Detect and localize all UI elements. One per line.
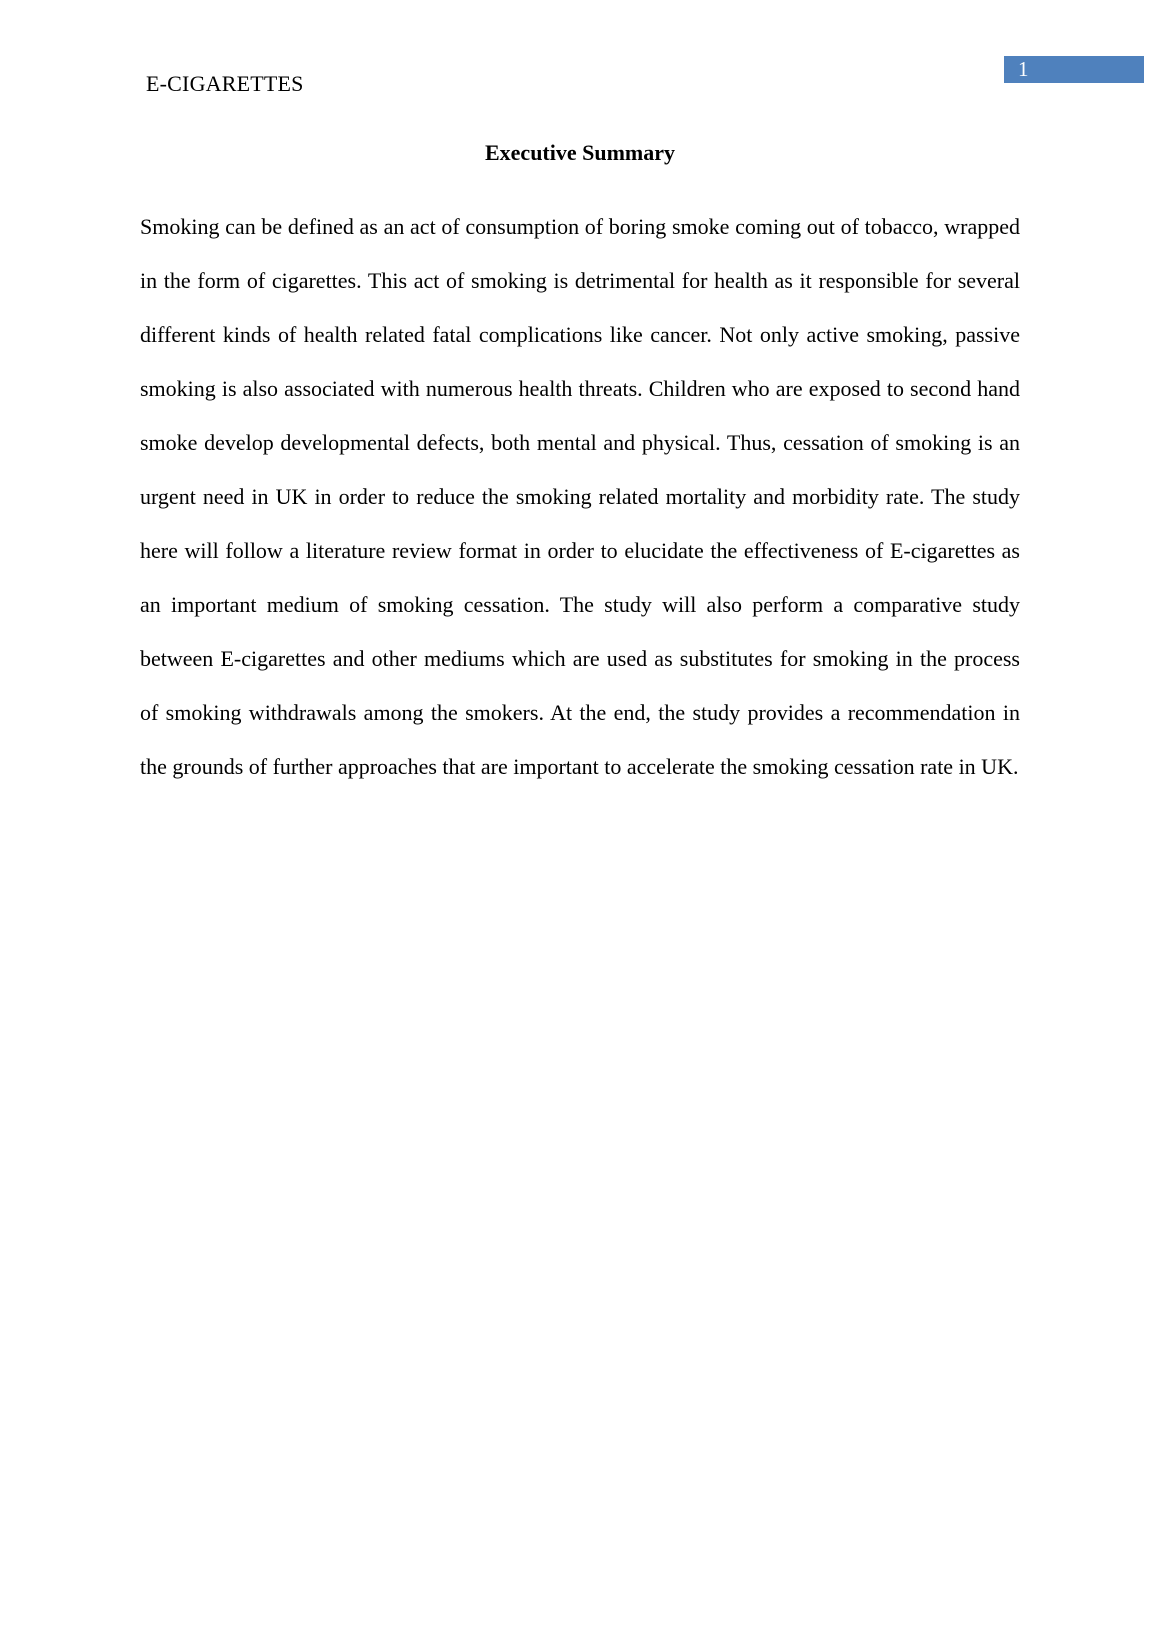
section-title: Executive Summary	[484, 140, 676, 165]
page-number-badge	[1004, 56, 1144, 83]
summary-paragraph: Smoking can be defined as an act of consumption of boring smoke coming out of tobacco, wrapped in the form of cigarettes. This act of smoking is detrimental for health as it responsible for several different kinds of health related fatal complications like cancer. Not only active smoking, passive smoking is also associated with numerous health threats. Children who are exposed to second hand smoke develop developmental defects, both mental and physical. Thus, cessation of smoking is an urgent need in UK in order to reduce the smoking related mortality and morbidity rate. The study here will follow a literature review format in order to elucidate the effectiveness of E-cigarettes as an important medium of smoking cessation. The study will also perform a comparative study between E-cigarettes and other mediums which are used as substitutes for smoking in the process of smoking withdrawals among the smokers. At the end, the study provides a recommendation in the grounds of further approaches that are important to accelerate the smoking cessation rate in UK.	[140, 214, 1020, 779]
page-number: 1	[1018, 57, 1029, 81]
running-head: E-CIGARETTES	[146, 71, 304, 96]
